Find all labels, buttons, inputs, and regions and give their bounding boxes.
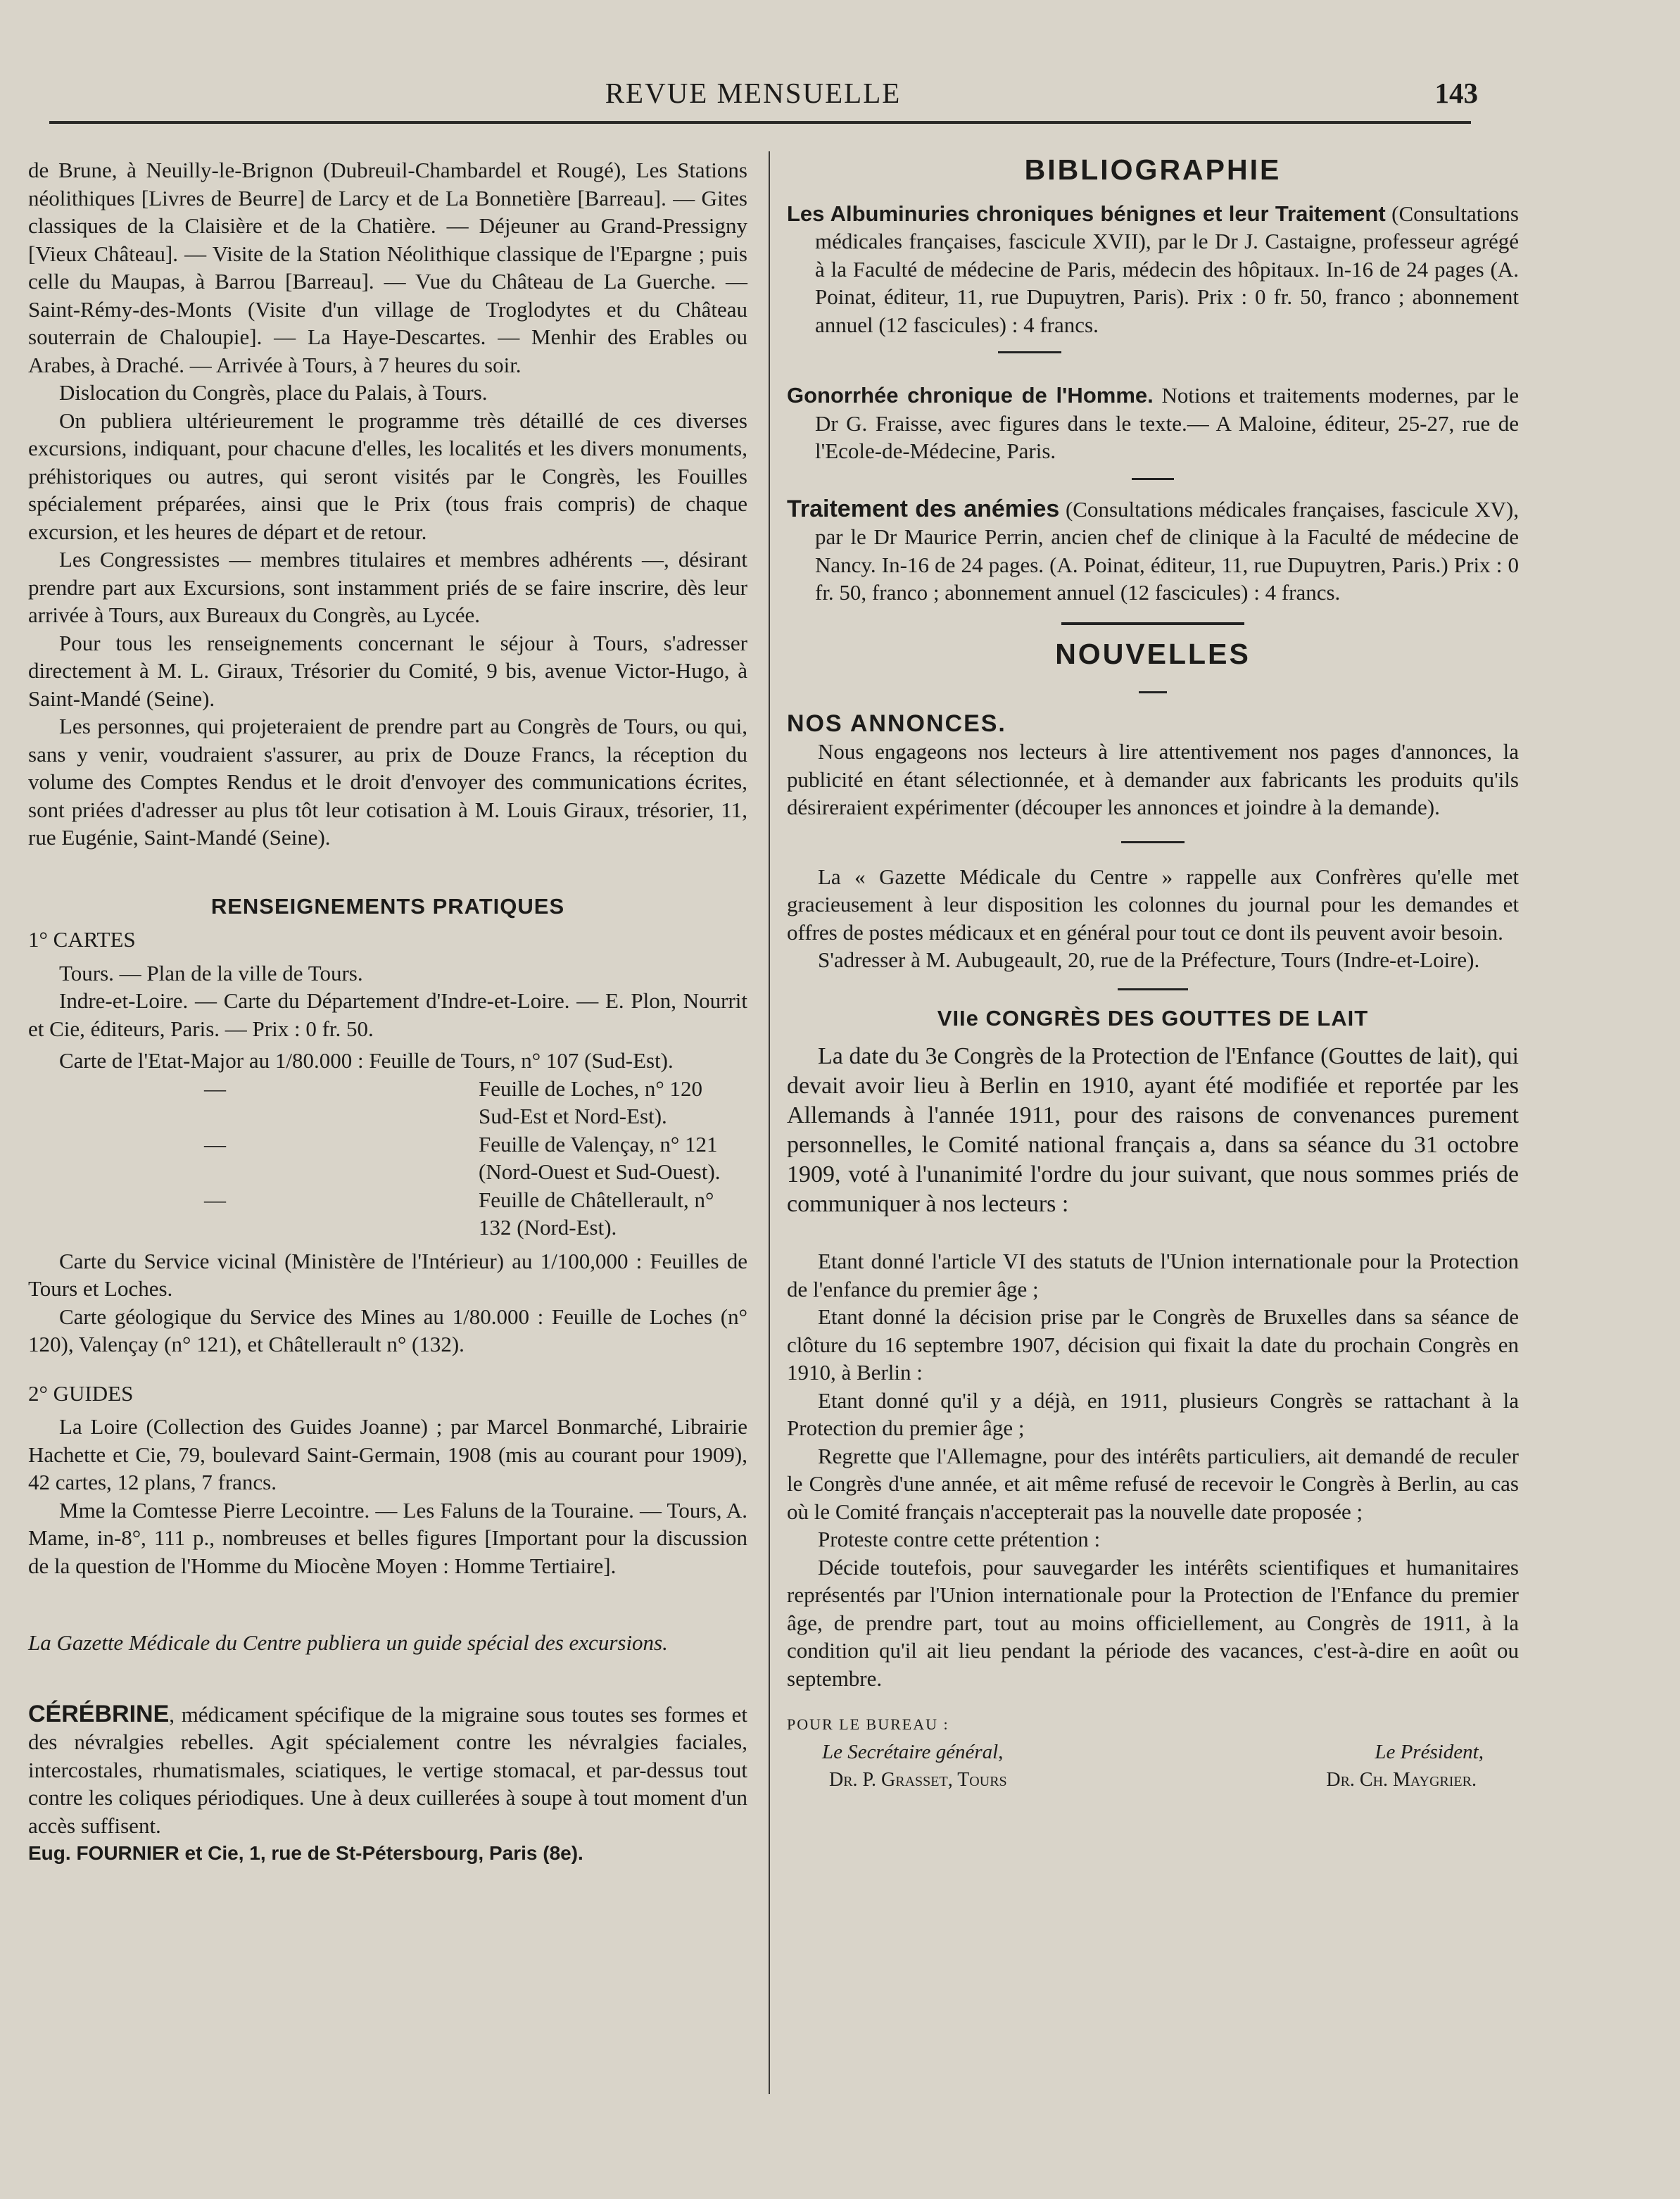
excursion-paragraph: Pour tous les renseignements concernant le séjour à Tours, s'adresser directement à M. L. Giraux, Trésorier du Comité, 9 bis, avenue Victor-Hugo, à Saint-Mandé (Seine).: [28, 630, 747, 711]
dash-mark: —: [204, 1187, 226, 1212]
biblio-entry-text: Notions et traitements modernes, par le Dr G. Fraisse, avec figures dans le texte.— A Maloine, éditeur, 25-27, rue de l'Ecole-de-Médecine, Paris.: [815, 383, 1519, 463]
separator: [787, 672, 1519, 700]
annonces-heading: NOS ANNONCES.: [787, 710, 1006, 737]
excursion-paragraph: On publiera ultérieurement le programme très détaillé de ces diverses excursions, indiquant, pour chacune d'elles, les localités et les divers monuments, préhistoriques ou autres, qui seront visités par le Congrès, les Fouilles spécialement préparées, ainsi que le Prix (tous frais compris) de chaque excursion, et les heures de départ et de retour.: [28, 408, 747, 544]
congres-heading: VIIe CONGRÈS DES GOUTTES DE LAIT: [937, 1005, 1369, 1031]
dash-mark: —: [204, 1076, 226, 1101]
separator: [998, 351, 1061, 353]
section-rule: [1061, 622, 1244, 625]
excursion-paragraph: Les personnes, qui projeteraient de prendre part au Congrès de Tours, ou qui, sans y venir, voudraient s'assurer, au prix de Douze Francs, la réception du volume des Comptes Rendus et le droit d'envoyer des communications écrites, sont priées d'adresser au plus tôt leur cotisation à M. Louis Giraux, trésorier, 11, rue Eugénie, Saint-Mandé (Seine).: [28, 714, 747, 850]
guides-heading: 2° GUIDES: [28, 1380, 134, 1406]
congres-point: Regrette que l'Allemagne, pour des intérêts particuliers, ait demandé de reculer le Congrès d'une année, et ait même refusé de recevoir le Congrès à Berlin, au cas où le Comité français n'accepterait pas la nouvelle date proposée ;: [787, 1443, 1519, 1524]
secretaire-name: Dr. P. Grasset, Tours: [829, 1769, 1007, 1791]
feuille-row: [28, 1130, 747, 1186]
cartes-line: Tours. — Plan de la ville de Tours.: [59, 960, 363, 985]
biblio-entry-title: Traitement des anémies: [787, 495, 1060, 522]
feuille-text: Feuille de Valençay, n° 121 (Nord-Ouest et Sud-Ouest).: [479, 1131, 721, 1184]
adresser-text: S'adresser à M. Aubugeault, 20, rue de la Préfecture, Tours (Indre-et-Loire).: [818, 947, 1480, 972]
guides-line: Mme la Comtesse Pierre Lecointre. — Les Faluns de la Touraine. — Tours, A. Mame, in-8°, 111 p., nombreuses et belles figures [Important pour la discussion de la question de l'Homme du Miocène Moyen : Homme Tertiaire].: [28, 1497, 747, 1578]
gazette-note: La Gazette Médicale du Centre publiera un guide spécial des excursions.: [28, 1630, 668, 1655]
pour-le-bureau: POUR LE BUREAU :: [787, 1715, 949, 1733]
signature-names: [787, 1766, 1519, 1794]
page-number: 143: [1434, 77, 1478, 109]
congres-intro: La date du 3e Congrès de la Protection de l'Enfance (Gouttes de lait), qui devait avoir lieu à Berlin en 1910, ayant été modifiée et reportée par les Allemands à l'année 1911, pour des raisons de convenances purement personnelles, le Comité national français a, dans sa séance du 31 octobre 1909, voté à l'unanimité l'ordre du jour suivant, que nous sommes priés de communiquer à nos lecteurs :: [787, 1043, 1519, 1217]
president-role: Le Président,: [1375, 1740, 1484, 1763]
congres-point: Décide toutefois, pour sauvegarder les intérêts scientifiques et humanitaires représentés par l'Union internationale pour la Protection de l'Enfance du premier âge, de prendre part, tout au moins officiellement, au Congrès de 1911, à la condition qu'il ait lieu pendant la période des vacances, c'est-à-dire en août ou septembre.: [787, 1554, 1519, 1691]
biblio-entry-title: Gonorrhée chronique de l'Homme.: [787, 383, 1154, 408]
gazette-text: La « Gazette Médicale du Centre » rappelle aux Confrères qu'elle met gracieusement à leur disposition les colonnes du journal pour les demandes et offres de postes médicaux et en général pour tout ce dont ils peuvent avoir besoin.: [787, 864, 1519, 945]
biblio-entry: [787, 382, 1519, 465]
bibliographie-heading: BIBLIOGRAPHIE: [1024, 153, 1282, 186]
cartes-line: Indre-et-Loire. — Carte du Département d'Indre-et-Loire. — E. Plon, Nourrit et Cie, éditeurs, Paris. — Prix : 0 fr. 50.: [28, 988, 747, 1041]
signature-roles: [787, 1739, 1519, 1767]
page-header: [28, 76, 1478, 118]
separator: [1118, 988, 1188, 990]
cartes-more-line: Carte du Service vicinal (Ministère de l'Intérieur) au 1/100,000 : Feuilles de Tours et Loches.: [28, 1248, 747, 1301]
ad-brand: CÉRÉBRINE: [28, 1700, 170, 1727]
renseignements-heading: RENSEIGNEMENTS PRATIQUES: [210, 893, 565, 919]
president-name: Dr. Ch. Maygrier.: [1326, 1769, 1477, 1791]
secretaire-role: Le Secrétaire général,: [822, 1740, 1004, 1763]
congres-point: Proteste contre cette prétention :: [818, 1527, 1101, 1551]
cartes-heading: 1° CARTES: [28, 927, 136, 952]
biblio-entry: [787, 200, 1519, 339]
cerebrine-ad: [28, 1701, 747, 1840]
right-column: [787, 153, 1519, 1794]
cartes-more-line: Carte géologique du Service des Mines au 1/80.000 : Feuille de Loches (n° 120), Valençay (n° 121), et Châtellerault n° (132).: [28, 1304, 747, 1356]
excursion-paragraph: Dislocation du Congrès, place du Palais, à Tours.: [59, 380, 488, 405]
guides-line: La Loire (Collection des Guides Joanne) ; par Marcel Bonmarché, Librairie Hachette et Cie, 79, boulevard Saint-Germain, 1908 (mis au courant pour 1909), 42 cartes, 12 plans, 7 francs.: [28, 1414, 747, 1494]
feuille-row: [28, 1075, 747, 1130]
separator: [1132, 478, 1174, 480]
dash-mark: —: [204, 1131, 226, 1157]
printer-footer: Eug. FOURNIER et Cie, 1, rue de St-Pétersbourg, Paris (8e).: [28, 1842, 583, 1864]
left-column: [28, 156, 747, 1867]
biblio-entry: [787, 496, 1519, 607]
etat-major-line: Carte de l'Etat-Major au 1/80.000 : Feuille de Tours, n° 107 (Sud-Est).: [59, 1048, 674, 1073]
excursion-paragraph: Les Congressistes — membres titulaires et membres adhérents —, désirant prendre part aux Excursions, sont instamment priés de se faire inscrire, dès leur arrivée à Tours, aux Bureaux du Congrès, au Lycée.: [28, 547, 747, 627]
running-title: REVUE MENSUELLE: [605, 77, 902, 109]
biblio-entry-title: Les Albuminuries chroniques bénignes et leur Traitement: [787, 201, 1386, 226]
feuille-text: Feuille de Châtellerault, n° 132 (Nord-Est).: [479, 1187, 714, 1240]
header-rule: [49, 121, 1471, 124]
feuille-row: [28, 1186, 747, 1242]
biblio-entry-text: (Consultations médicales françaises, fascicule XVII), par le Dr J. Castaigne, professeur agrégé à la Faculté de médecine de Paris, médecin des hôpitaux. In-16 de 24 pages (A. Poinat, éditeur, 11, rue Dupuytren, Paris). Prix : 0 fr. 50, franco ; abonnement annuel (12 fascicules) : 4 francs.: [815, 201, 1519, 337]
annonces-text: Nous engageons nos lecteurs à lire attentivement nos pages d'annonces, la publicité en étant sélectionnée, et à demander aux fabricants les produits qu'ils désireraient expérimenter (découper les annonces et joindre à la demande).: [787, 739, 1519, 819]
nouvelles-heading: NOUVELLES: [1055, 637, 1251, 670]
feuille-text: Feuille de Loches, n° 120 Sud-Est et Nord-Est).: [479, 1076, 703, 1128]
congres-point: Etant donné la décision prise par le Congrès de Bruxelles dans sa séance de clôture du 16 septembre 1907, décision qui fixait la date du prochain Congrès en 1910, à Berlin :: [787, 1304, 1519, 1385]
excursion-paragraph: de Brune, à Neuilly-le-Brignon (Dubreuil-Chambardel et Rougé), Les Stations néolithiques [Livres de Beurre] de Larcy et de La Bonnetière [Barreau]. — Gites classiques de la Claisière et de la Chatière. — Déjeuner au Grand-Pressigny [Vieux Château]. — Visite de la Station Néolithique classique de l'Epargne ; puis celle du Maupas, à Barrou [Barreau]. — Vue du Château de La Guerche. — Saint-Rémy-des-Monts (Visite d'un village de Troglodytes et du Château souterrain de Chaloupie]. — La Haye-Descartes. — Menhir des Erables ou Arabes, à Draché. — Arrivée à Tours, à 7 heures du soir.: [28, 158, 747, 377]
biblio-entry-text: (Consultations médicales françaises, fascicule XV), par le Dr Maurice Perrin, ancien chef de clinique à la Faculté de médecine de Nancy. In-16 de 24 pages. (A. Poinat, éditeur, 11, rue Dupuytren, Paris.) Prix : 0 fr. 50, franco ; abonnement annuel (12 fascicules) : 4 francs.: [815, 496, 1519, 605]
column-divider: [769, 151, 770, 2094]
separator: [1121, 841, 1185, 843]
ad-text: , médicament spécifique de la migraine sous toutes ses formes et des névralgies rebelles. Agit spécialement contre les névralgies faciales, intercostales, rhumatismales, sciatiques, le vertige stomacal, et par-dessus tout contre les coliques périodiques. Une à deux cuillerées à soupe à tout moment d'un accès suffisent.: [28, 1701, 747, 1838]
congres-point: Etant donné qu'il y a déjà, en 1911, plusieurs Congrès se rattachant à la Protection du premier âge ;: [787, 1387, 1519, 1440]
congres-point: Etant donné l'article VI des statuts de l'Union internationale pour la Protection de l'enfance du premier âge ;: [787, 1249, 1519, 1302]
